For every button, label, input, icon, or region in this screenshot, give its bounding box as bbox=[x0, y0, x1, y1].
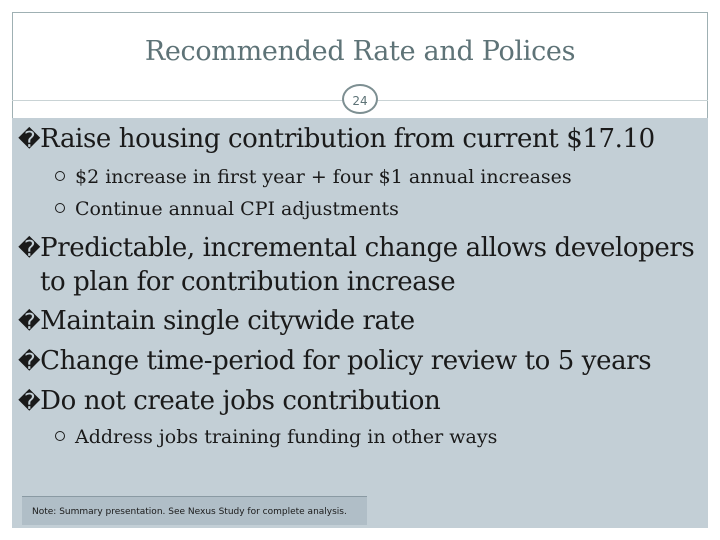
bullet-4 bbox=[18, 346, 651, 376]
sub-bullet-ring-icon bbox=[55, 431, 65, 441]
bullet-5-text: Do not create jobs contribution bbox=[40, 386, 441, 416]
footnote-text: Note: Summary presentation. See Nexus Study for complete analysis. bbox=[32, 507, 347, 517]
bullet-marker: � bbox=[18, 350, 41, 375]
sub-bullet-1-2 bbox=[55, 198, 399, 220]
sub-bullet-ring-icon bbox=[55, 203, 65, 213]
sub-bullet-1-1-text: $2 increase in first year + four $1 annual increases bbox=[75, 166, 572, 188]
sub-bullet-1-2-text: Continue annual CPI adjustments bbox=[75, 198, 399, 220]
sub-bullet-5-1-text: Address jobs training funding in other ways bbox=[75, 426, 498, 448]
bullet-3-text: Maintain single citywide rate bbox=[40, 306, 415, 336]
bullet-marker: � bbox=[18, 310, 41, 335]
bullet-2-text-line1: Predictable, incremental change allows developers bbox=[40, 233, 695, 263]
slide-number-badge: 24 bbox=[342, 84, 378, 114]
sub-bullet-1-1 bbox=[55, 166, 572, 188]
bullet-4-text: Change time-period for policy review to 5 years bbox=[40, 346, 652, 376]
slide-title: Recommended Rate and Polices bbox=[144, 36, 576, 67]
bullet-marker: � bbox=[18, 390, 41, 415]
bullet-1-text: Raise housing contribution from current $17.10 bbox=[40, 124, 655, 154]
bullet-marker: � bbox=[18, 237, 41, 262]
bullet-2-text-line2: to plan for contribution increase bbox=[40, 267, 456, 297]
bullet-2 bbox=[18, 232, 698, 299]
footnote-box bbox=[22, 496, 367, 525]
sub-bullet-5-1 bbox=[55, 426, 497, 448]
sub-bullet-ring-icon bbox=[55, 171, 65, 181]
bullet-5 bbox=[18, 386, 440, 416]
bullet-3 bbox=[18, 306, 415, 336]
bullet-marker: � bbox=[18, 128, 41, 153]
bullet-1 bbox=[18, 124, 655, 154]
